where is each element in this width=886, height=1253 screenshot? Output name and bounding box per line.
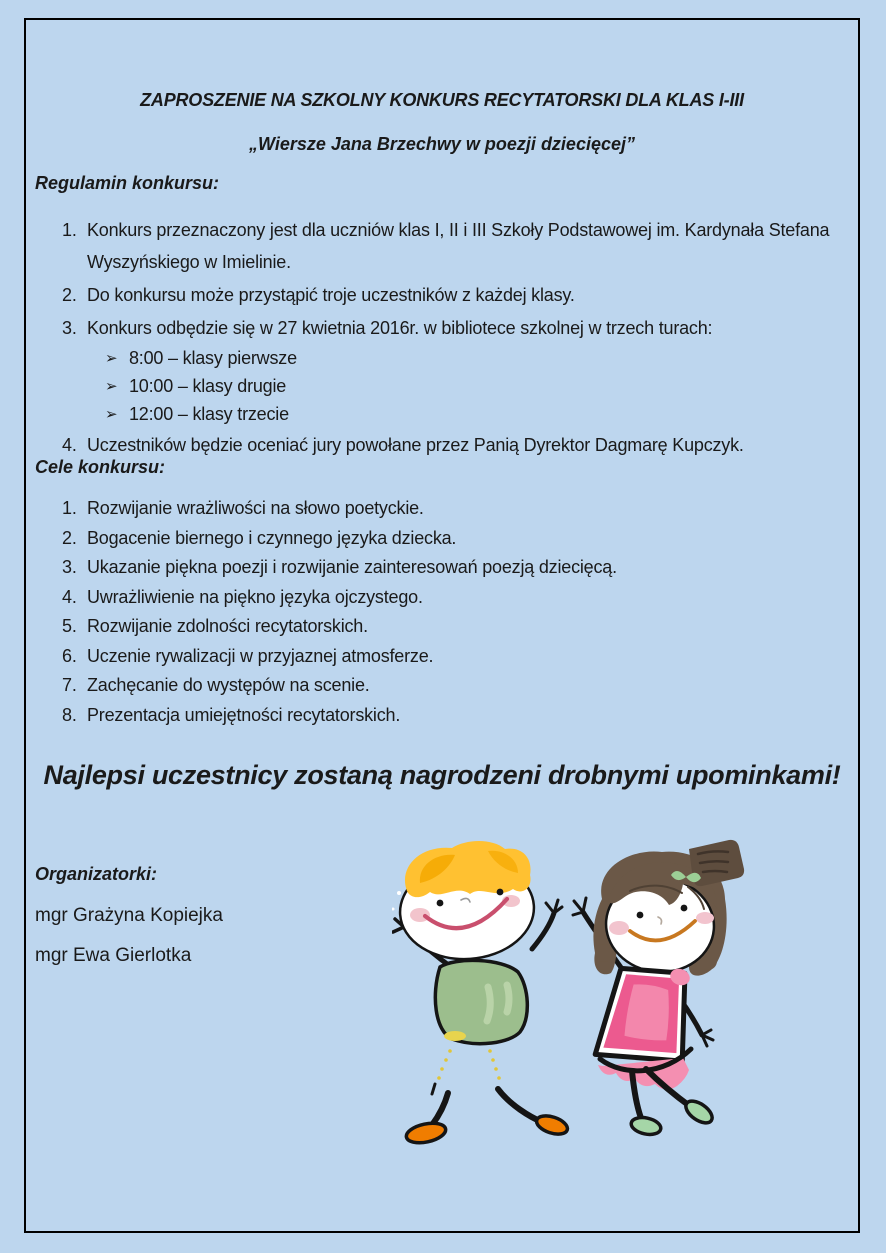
schedule-item xyxy=(87,372,854,400)
arrow-bullet-icon: ➢ xyxy=(105,377,118,395)
organizer-name: mgr Ewa Gierlotka xyxy=(35,945,192,966)
girl-figure xyxy=(573,840,744,1137)
list-item-text: Rozwijanie zdolności recytatorskich. xyxy=(87,616,368,636)
schedule-item-text: 12:00 – klasy trzecie xyxy=(129,404,289,424)
list-item-text: Uwrażliwienie na piękno języka ojczystego. xyxy=(87,586,423,607)
section-heading-cele: Cele konkursu: xyxy=(35,457,166,477)
list-item xyxy=(35,279,854,311)
list-item-text: Ukazanie piękna poezji i rozwijanie zainteresowań poezją dziecięcą. xyxy=(87,557,617,577)
highlight-banner: Najlepsi uczestnicy zostaną nagrodzeni drobnymi upominkami! xyxy=(43,760,841,790)
list-item-text: Bogacenie biernego i czynnego języka dziecka. xyxy=(87,527,457,548)
regulamin-list xyxy=(35,214,854,462)
organizers-heading: Organizatorki: xyxy=(35,864,158,884)
list-item-text: Prezentacja umiejętności recytatorskich. xyxy=(87,704,401,725)
list-item-text: Konkurs odbędzie się w 27 kwietnia 2016r. w bibliotece szkolnej w trzech turach: xyxy=(87,318,713,338)
list-item-text: Rozwijanie wrażliwości na słowo poetyckie. xyxy=(87,498,424,518)
list-item xyxy=(35,524,854,553)
invitation-title: ZAPROSZENIE NA SZKOLNY KONKURS RECYTATORSKI DLA KLAS I-III xyxy=(140,90,744,110)
list-item xyxy=(35,312,854,428)
page-sheet xyxy=(24,18,860,1233)
list-item xyxy=(35,583,854,612)
arrow-bullet-icon: ➢ xyxy=(105,349,118,367)
schedule-list xyxy=(87,344,854,428)
list-item-text: Konkurs przeznaczony jest dla uczniów klas I, II i III Szkoły Podstawowej im. Kardynała Stefana Wyszyńskiego w Imielinie. xyxy=(87,220,830,272)
arrow-bullet-icon: ➢ xyxy=(105,405,118,423)
list-item xyxy=(35,671,854,700)
list-item-text: Uczestników będzie oceniać jury powołane przez Panią Dyrektor Dagmarę Kupczyk. xyxy=(87,435,744,455)
cele-list xyxy=(35,494,854,730)
schedule-item-text: 10:00 – klasy drugie xyxy=(129,376,287,396)
invitation-subtitle: „Wiersze Jana Brzechwy w poezji dziecięcej” xyxy=(249,134,635,154)
list-item xyxy=(35,494,854,523)
schedule-item xyxy=(87,344,854,372)
list-item xyxy=(35,642,854,671)
section-heading-regulamin: Regulamin konkursu: xyxy=(35,173,220,193)
list-item-text: Zachęcanie do występów na scenie. xyxy=(87,675,370,695)
boy-figure xyxy=(392,841,570,1146)
children-illustration xyxy=(392,837,752,1152)
list-item-text: Uczenie rywalizacji w przyjaznej atmosferze. xyxy=(87,645,434,666)
list-item xyxy=(35,214,854,278)
organizer-name: mgr Grażyna Kopiejka xyxy=(35,905,223,926)
schedule-item xyxy=(87,400,854,428)
schedule-item-text: 8:00 – klasy pierwsze xyxy=(129,348,297,368)
list-item-text: Do konkursu może przystąpić troje uczestników z każdej klasy. xyxy=(87,285,575,305)
list-item xyxy=(35,553,854,582)
list-item xyxy=(35,701,854,730)
list-item xyxy=(35,612,854,641)
